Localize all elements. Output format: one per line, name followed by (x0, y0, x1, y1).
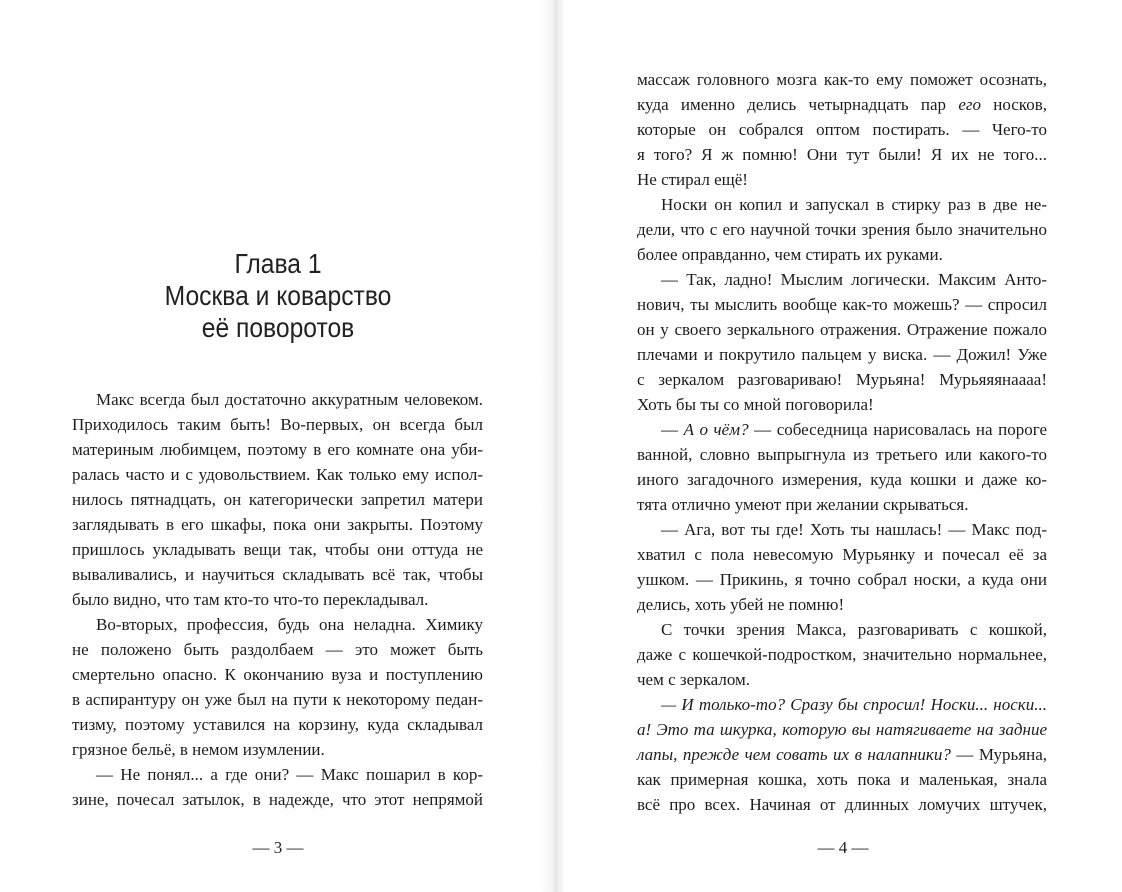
text-line: чем с зеркалом. (637, 670, 751, 689)
text-line: — Не понял... а где они? — Макс пошарил в кор- (96, 765, 483, 784)
text-line: было видно, что там кто-то что-то перекладывал. (72, 590, 429, 609)
text-line: он у своего зеркального отражения. Отражение пожало (637, 320, 1047, 339)
text-line: тята отлично умеют при желании скрываться. (637, 495, 969, 514)
text-line: — А о чём? — собеседница нарисовалась на пороге (661, 420, 1048, 439)
text-line: всё про всех. Начиная от длинных ломучих штучек, (637, 795, 1047, 814)
text-line: зине, почесал затылок, в надежде, что этот непрямой (72, 790, 483, 809)
chapter-title-line-2: её поворотов (201, 312, 355, 343)
left-page-body-text (72, 387, 483, 812)
right-page-body-text (637, 67, 1047, 817)
text-line: более оправданно, чем стирать их руками. (637, 245, 943, 264)
text-line: материным любимцем, поэтому в его комнате она уби- (72, 440, 483, 459)
text-line: делись, хоть убей не помню! (637, 595, 845, 614)
text-line: — Так, ладно! Мыслим логически. Максим Анто- (661, 270, 1047, 289)
text-line: ушком. — Прикинь, я точно собрал носки, а куда они (637, 570, 1047, 589)
text-line: — Ага, вот ты где! Хоть ты нашлась! — Макс под- (661, 520, 1047, 539)
text-line: как примерная кошка, хоть пока и маленькая, знала (637, 770, 1047, 789)
text-line: куда именно делись четырнадцать пар его носков, (637, 95, 1047, 114)
text-line: ралась часто и с удовольствием. Как только ему испол- (72, 465, 483, 484)
chapter-heading (95, 248, 461, 344)
text-line: хватил с пола невесомую Мурьянку и почесал её за (637, 545, 1047, 564)
left-page (0, 0, 556, 892)
chapter-title-line-1: Москва и коварство (164, 280, 392, 311)
text-line: лапы, прежде чем совать их в налапники? — Мурьяна, (637, 745, 1047, 764)
text-line: я того? Я ж помню! Они тут были! Я их не того... (637, 145, 1047, 164)
text-line: Макс всегда был достаточно аккуратным человеком. (96, 390, 483, 409)
text-line: массаж головного мозга как-то ему поможет осознать, (637, 70, 1047, 89)
text-line: а! Это та шкурка, которую вы натягиваете на задние (637, 720, 1047, 739)
text-line: которые он собрался оптом постирать. — Чего-то (637, 120, 1047, 139)
text-line: нович, ты мыслить вообще как-то можешь? — спросил (637, 295, 1047, 314)
text-line: — И только-то? Сразу бы спросил! Носки... носки... (661, 695, 1047, 714)
text-line: нилось пятнадцать, он категорически запретил матери (72, 490, 483, 509)
text-line: не положено быть раздолбаем — это может быть (72, 640, 483, 659)
text-line: даже с кошечкой-подростком, значительно нормальнее, (637, 645, 1047, 664)
text-line: заглядывать в его шкафы, пока они закрыты. Поэтому (72, 515, 483, 534)
text-line: с зеркалом разговариваю! Мурьяна! Мурьяяянаааа! (637, 370, 1047, 389)
text-line: Носки он копил и запускал в стирку раз в две не- (661, 195, 1047, 214)
text-line: грязное бельё, в немом изумлении. (72, 740, 325, 759)
text-line: Во-вторых, профессия, будь она неладна. Химику (96, 615, 483, 634)
text-line: плечами и покрутило пальцем у виска. — Дожил! Уже (637, 345, 1047, 364)
text-line: ванной, словно выпрыгнула из третьего или какого-то (637, 445, 1047, 464)
text-line: дели, что с его научной точки зрения было значительно (637, 220, 1047, 239)
chapter-number: Глава 1 (234, 248, 322, 279)
text-line: пришлось укладывать вещи так, чтобы они оттуда не (72, 540, 483, 559)
page-number-right: — 4 — (817, 838, 869, 857)
text-line: в аспирантуру он уже был на пути к некоторому педан- (72, 690, 483, 709)
text-line: Не стирал ещё! (637, 170, 748, 189)
text-line: иного загадочного измерения, куда кошки и даже ко- (637, 470, 1047, 489)
text-line: вываливались, и научиться складывать всё так, чтобы (72, 565, 483, 584)
text-line: Хоть бы ты со мной поговорила! (637, 395, 874, 414)
text-line: Приходилось таким быть! Во-первых, он всегда был (72, 415, 483, 434)
text-line: С точки зрения Макса, разговаривать с кошкой, (661, 620, 1047, 639)
text-line: тизму, поэтому уставился на корзину, куда складывал (72, 715, 483, 734)
text-line: смертельно опасно. К окончанию вуза и поступлению (72, 665, 483, 684)
page-number-left: — 3 — (252, 838, 304, 857)
